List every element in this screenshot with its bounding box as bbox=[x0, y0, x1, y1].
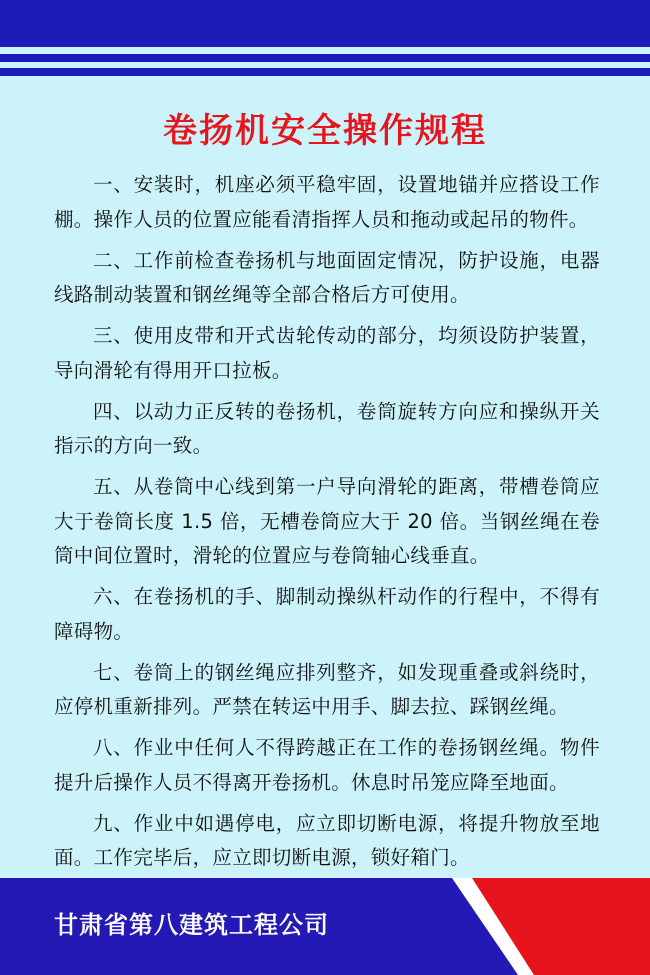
rules-list bbox=[54, 168, 600, 923]
rule-4: 四、以动力正反转的卷扬机，卷筒旋转方向应和操纵开关指示的方向一致。 bbox=[54, 399, 600, 457]
rule-9: 九、作业中如遇停电，应立即切断电源，将提升物放至地面。工作完毕后，应立即切断电源，锁好箱门。 bbox=[54, 811, 600, 869]
rule-2: 二、工作前检查卷扬机与地面固定情况，防护设施，电器线路制动装置和钢丝绳等全部合格后方可使用。 bbox=[54, 248, 600, 306]
rule-3: 三、使用皮带和开式齿轮传动的部分，均须设防护装置，导向滑轮有得用开口拉板。 bbox=[54, 324, 600, 382]
top-blue-bar bbox=[0, 0, 650, 47]
rule-5: 五、从卷筒中心线到第一户导向滑轮的距离，带槽卷筒应大于卷筒长度 1.5 倍，无槽卷筒应大于 20 倍。当钢丝绳在卷筒中间位置时，滑轮的位置应与卷筒轴心线垂直。 bbox=[54, 475, 600, 567]
top-stripe-1 bbox=[0, 54, 650, 62]
top-stripe-2 bbox=[0, 68, 650, 76]
rule-6: 六、在卷扬机的手、脚制动操纵杆动作的行程中，不得有障碍物。 bbox=[54, 585, 600, 643]
rule-7: 七、卷筒上的钢丝绳应排列整齐，如发现重叠或斜绕时，应停机重新排列。严禁在转运中用手、脚去拉、踩钢丝绳。 bbox=[54, 660, 600, 718]
page-title: 卷扬机安全操作规程 bbox=[163, 111, 487, 151]
rule-8: 八、作业中任何人不得跨越正在工作的卷扬钢丝绳。物件提升后操作人员不得离开卷扬机。休息时吊笼应降至地面。 bbox=[54, 736, 600, 794]
rule-1: 一、安装时，机座必须平稳牢固，设置地锚并应搭设工作棚。操作人员的位置应能看清指挥人员和拖动或起吊的物件。 bbox=[54, 173, 600, 231]
company-name: 甘肃省第八建筑工程公司 bbox=[54, 911, 329, 939]
